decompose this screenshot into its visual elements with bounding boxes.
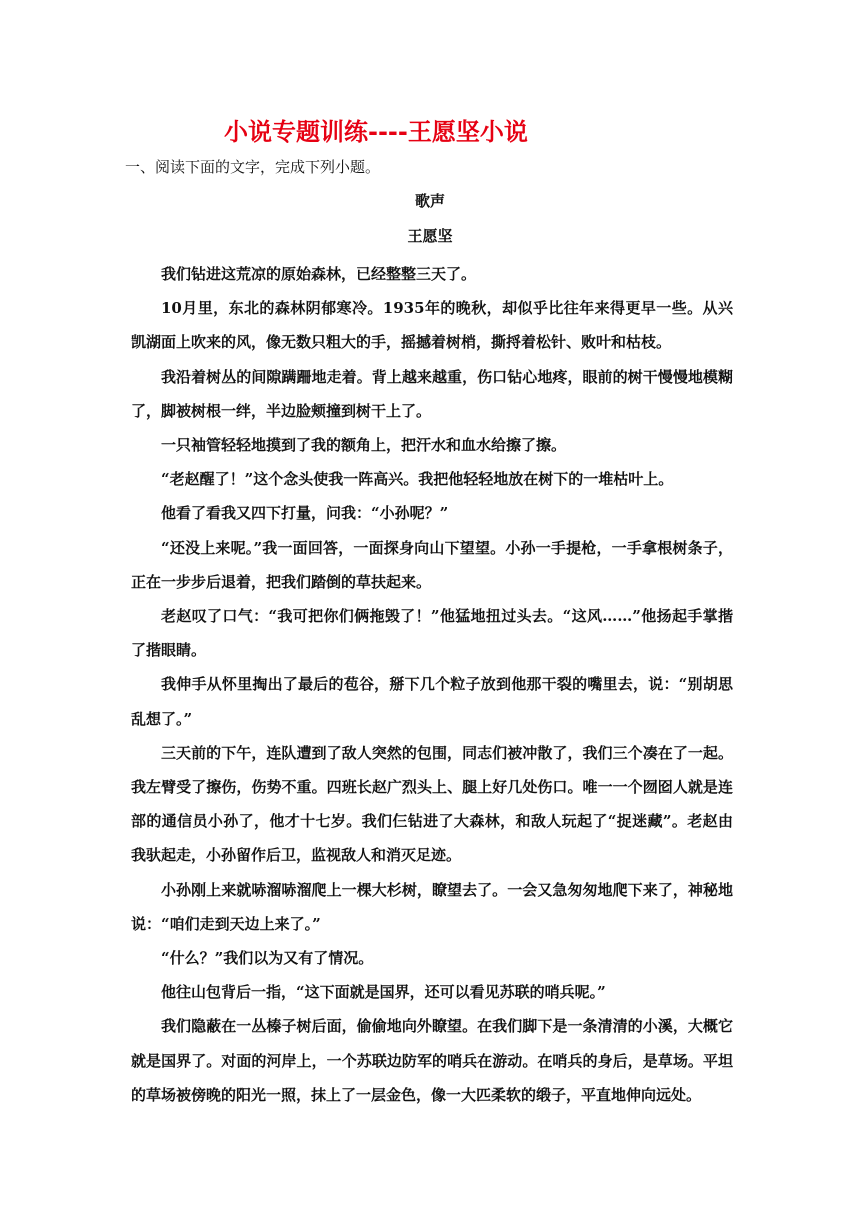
paragraph: 老赵叹了口气：“我可把你们俩拖毁了！”他猛地扭过头去。“这风……”他扬起手掌揩了揩眼睛。: [131, 607, 733, 660]
paragraph: 我伸手从怀里掏出了最后的苞谷，掰下几个粒子放到他那干裂的嘴里去，说：“别胡思乱想了。”: [131, 675, 733, 728]
paragraph: “什么？”我们以为又有了情况。: [161, 949, 374, 968]
paragraph: 小孙刚上来就哧溜哧溜爬上一棵大杉树，瞭望去了。一会又急匆匆地爬下来了，神秘地说：“咱们走到天边上来了。”: [131, 880, 733, 933]
paragraph: 我们钻进这荒凉的原始森林，已经整整三天了。: [161, 265, 477, 283]
document-title: 小说专题训练----王愿坚小说: [224, 118, 528, 146]
question-instruction: 一、阅读下面的文字，完成下列小题。: [125, 158, 381, 176]
story-title: 歌声: [414, 192, 445, 210]
story-body: [131, 257, 733, 1112]
paragraph: 他往山包背后一指，“这下面就是国界，还可以看见苏联的哨兵呢。”: [161, 983, 606, 1002]
paragraph: 10月里，东北的森林阴郁寒冷。1935年的晚秋，却似乎比往年来得更早一些。从兴凯湖面上吹来的风，像无数只粗大的手，摇撼着树梢，撕捋着松针、败叶和枯枝。: [131, 299, 733, 352]
paragraph: 我沿着树丛的间隙蹒跚地走着。背上越来越重，伤口钻心地疼，眼前的树干慢慢地模糊了，脚被树根一绊，半边脸颊撞到树干上了。: [131, 367, 733, 420]
paragraph: 我们隐蔽在一丛榛子树后面，偷偷地向外瞭望。在我们脚下是一条清清的小溪，大概它就是国界了。对面的河岸上，一个苏联边防军的哨兵在游动。在哨兵的身后，是草场。平坦的草场被傍晚的阳光一照，抹上了一层金色，像一大匹柔软的缎子，平直地伸向远处。: [131, 1017, 733, 1104]
paragraph: “老赵醒了！”这个念头使我一阵高兴。我把他轻轻地放在树下的一堆枯叶上。: [161, 470, 674, 489]
paragraph: 他看了看我又四下打量，问我：“小孙呢？”: [161, 504, 449, 523]
paragraph: 三天前的下午，连队遭到了敌人突然的包围，同志们被冲散了，我们三个凑在了一起。我左臂受了擦伤，伤势不重。四班长赵广烈头上、腿上好几处伤口。唯一一个囫囵人就是连部的通信员小孙了，他才十七岁。我们仨钻进了大森林，和敌人玩起了“捉迷藏”。老赵由我驮起走，小孙留作后卫，监视敌人和消灭足迹。: [131, 743, 733, 865]
story-author: 王愿坚: [407, 227, 453, 245]
paragraph: 一只袖管轻轻地摸到了我的额角上，把汗水和血水给擦了擦。: [161, 436, 567, 455]
paragraph: “还没上来呢。”我一面回答，一面探身向山下望望。小孙一手提枪，一手拿根树条子，正在一步步后退着，把我们踏倒的草扶起来。: [131, 538, 733, 591]
